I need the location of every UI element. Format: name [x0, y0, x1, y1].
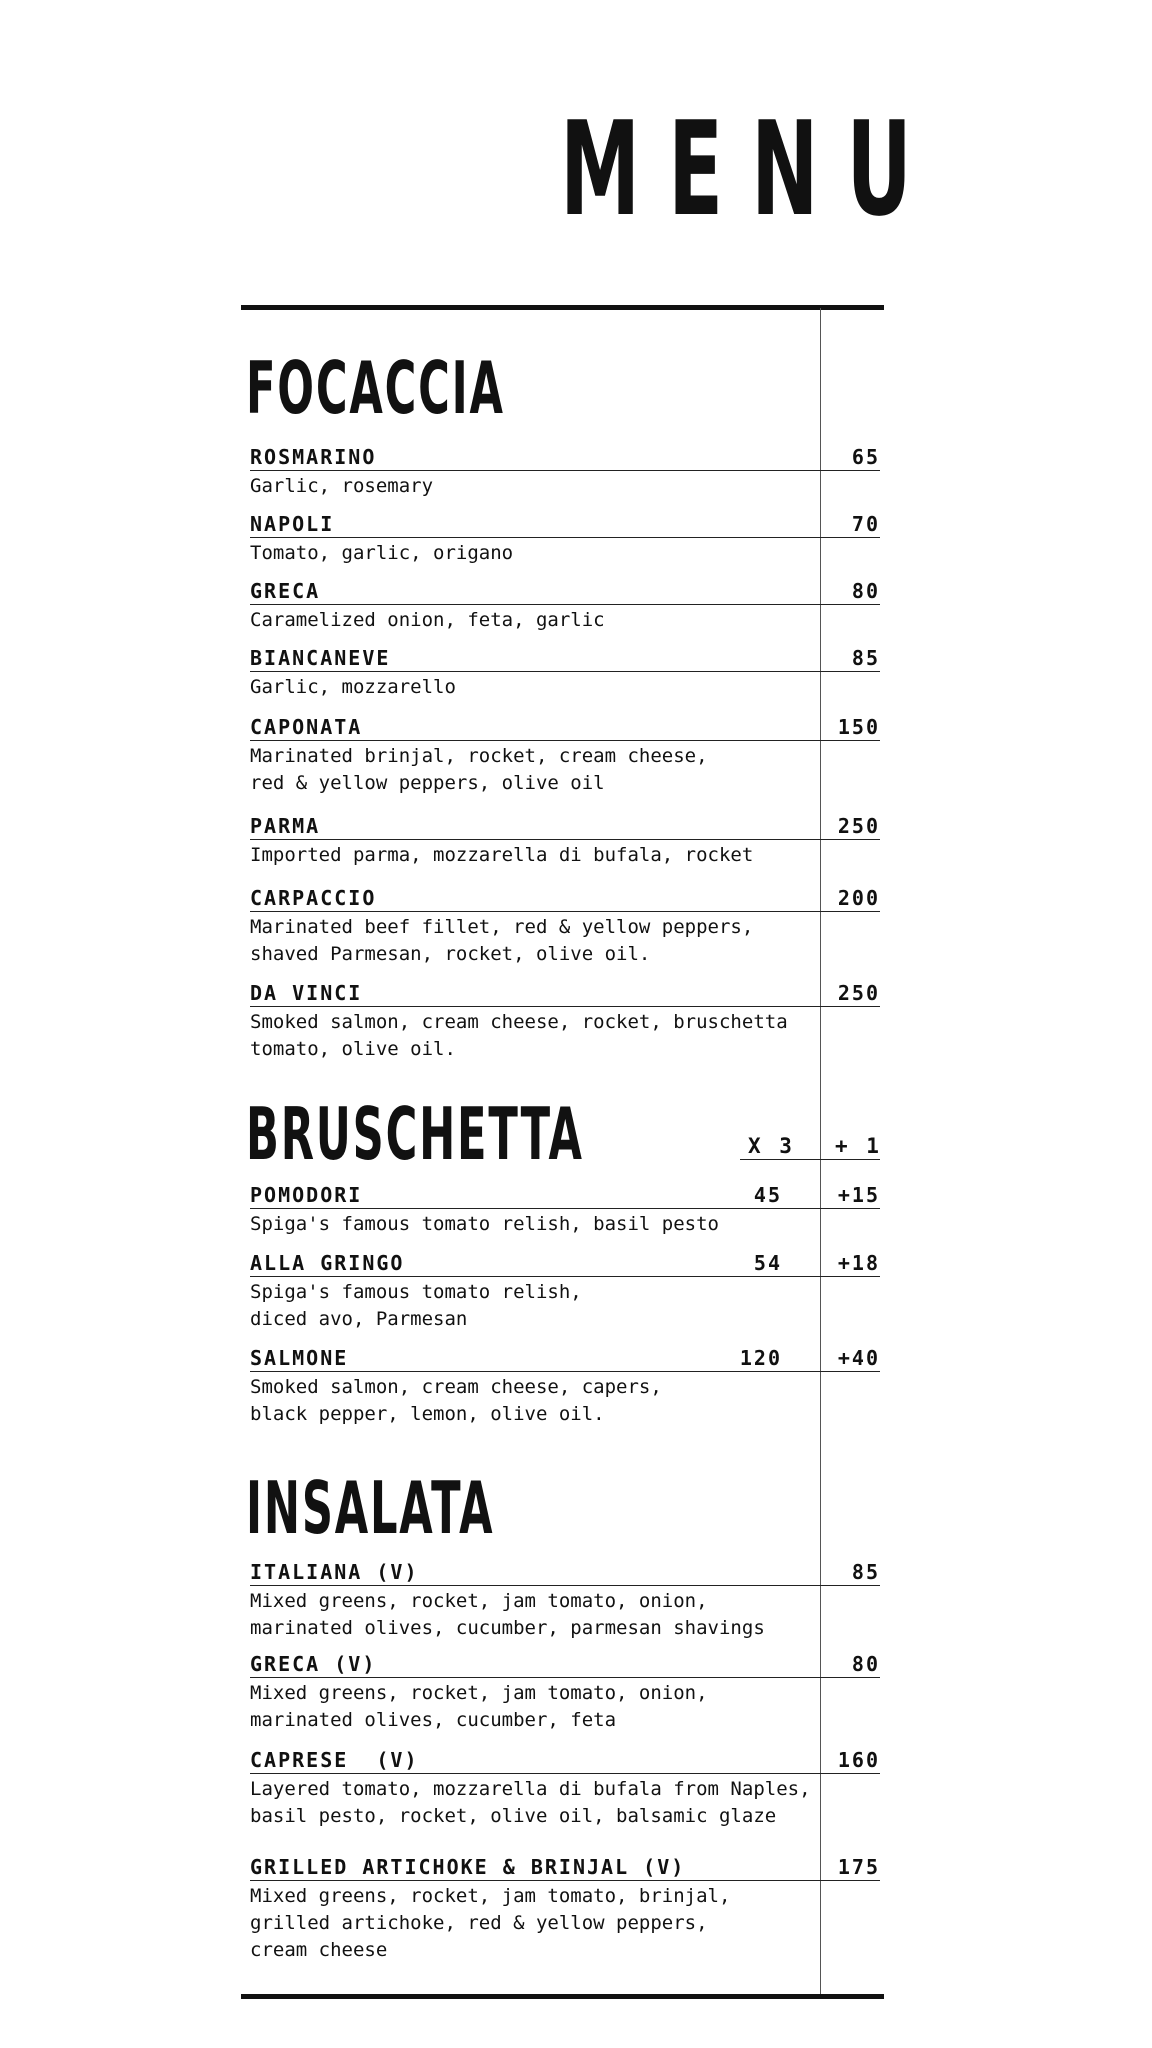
item-name: BIANCANEVE: [250, 646, 391, 670]
section-title-bruschetta: BRUSCHETTA: [246, 1092, 584, 1176]
item-price: 65: [851, 445, 880, 469]
item-description: Marinated beef fillet, red & yellow peppers, shaved Parmesan, rocket, olive oil.: [250, 916, 754, 965]
item-price: 80: [851, 579, 880, 603]
menu-item-caprese: [250, 1749, 880, 1830]
item-price-plus1: +18: [837, 1251, 880, 1275]
item-name: NAPOLI: [250, 512, 335, 536]
menu-item-alla-gringo: [250, 1252, 880, 1333]
column-header-x3: X 3: [748, 1134, 795, 1158]
item-description: Garlic, rosemary: [250, 475, 434, 497]
item-name: CAPRESE (V): [250, 1748, 419, 1772]
section-title-focaccia: FOCACCIA: [246, 346, 505, 430]
item-price: 150: [837, 715, 880, 739]
menu-item-carpaccio: [250, 887, 880, 968]
menu-item-greca: [250, 580, 880, 634]
section-title-insalata: INSALATA: [246, 1466, 495, 1550]
menu-item-parma: [250, 815, 880, 869]
item-description: Spiga's famous tomato relish, basil pesto: [250, 1213, 719, 1235]
item-description: Smoked salmon, cream cheese, rocket, bruschetta tomato, olive oil.: [250, 1011, 788, 1060]
item-price-plus1: +40: [837, 1346, 880, 1370]
item-name: GRECA (V): [250, 1652, 377, 1676]
column-header-plus1: + 1: [835, 1134, 882, 1158]
item-price-x3: 45: [753, 1183, 782, 1207]
menu-item-salmone: [250, 1347, 880, 1428]
item-name: PARMA: [250, 814, 321, 838]
item-price: 160: [837, 1748, 880, 1772]
menu-item-greca-salad: [250, 1653, 880, 1734]
item-description: Spiga's famous tomato relish, diced avo, Parmesan: [250, 1281, 582, 1330]
item-price: 70: [851, 512, 880, 536]
item-price: 80: [851, 1652, 880, 1676]
item-description: Smoked salmon, cream cheese, capers, black pepper, lemon, olive oil.: [250, 1376, 662, 1425]
top-rule: [241, 305, 884, 310]
item-price: 85: [851, 646, 880, 670]
item-price: 175: [837, 1855, 880, 1879]
item-name: CAPONATA: [250, 715, 363, 739]
item-description: Mixed greens, rocket, jam tomato, brinjal, grilled artichoke, red & yellow peppers, cream cheese: [250, 1885, 731, 1961]
item-price-x3: 54: [753, 1251, 782, 1275]
item-price-x3: 120: [739, 1346, 782, 1370]
item-name: CARPACCIO: [250, 886, 377, 910]
menu-title: MENU: [560, 93, 940, 245]
item-name: ALLA GRINGO: [250, 1251, 405, 1275]
item-description: Caramelized onion, feta, garlic: [250, 609, 605, 631]
item-price: 250: [837, 981, 880, 1005]
item-price-plus1: +15: [837, 1183, 880, 1207]
item-name: ROSMARINO: [250, 445, 377, 469]
bottom-rule: [241, 1994, 884, 1999]
menu-item-biancaneve: [250, 647, 880, 701]
column-header-rule: [740, 1159, 880, 1160]
item-name: DA VINCI: [250, 981, 363, 1005]
item-name: GRECA: [250, 579, 321, 603]
item-price: 250: [837, 814, 880, 838]
item-description: Mixed greens, rocket, jam tomato, onion, marinated olives, cucumber, parmesan shavings: [250, 1590, 765, 1639]
item-name: GRILLED ARTICHOKE & BRINJAL (V): [250, 1855, 686, 1879]
item-description: Tomato, garlic, origano: [250, 542, 514, 564]
item-name: POMODORI: [250, 1183, 363, 1207]
item-name: SALMONE: [250, 1346, 349, 1370]
item-description: Layered tomato, mozzarella di bufala from Naples, basil pesto, rocket, olive oil, balsamic glaze: [250, 1778, 811, 1827]
item-description: Garlic, mozzarello: [250, 676, 456, 698]
menu-item-napoli: [250, 513, 880, 567]
item-price: 85: [851, 1560, 880, 1584]
item-description: Imported parma, mozzarella di bufala, rocket: [250, 844, 754, 866]
menu-item-caponata: [250, 716, 880, 797]
item-description: Mixed greens, rocket, jam tomato, onion, marinated olives, cucumber, feta: [250, 1682, 708, 1731]
item-description: Marinated brinjal, rocket, cream cheese, red & yellow peppers, olive oil: [250, 745, 708, 794]
menu-item-grilled-artichoke: [250, 1856, 880, 1964]
menu-item-italiana: [250, 1561, 880, 1642]
item-name: ITALIANA (V): [250, 1560, 419, 1584]
menu-item-pomodori: [250, 1184, 880, 1238]
menu-item-da-vinci: [250, 982, 880, 1063]
item-price: 200: [837, 886, 880, 910]
menu-item-rosmarino: [250, 446, 880, 500]
